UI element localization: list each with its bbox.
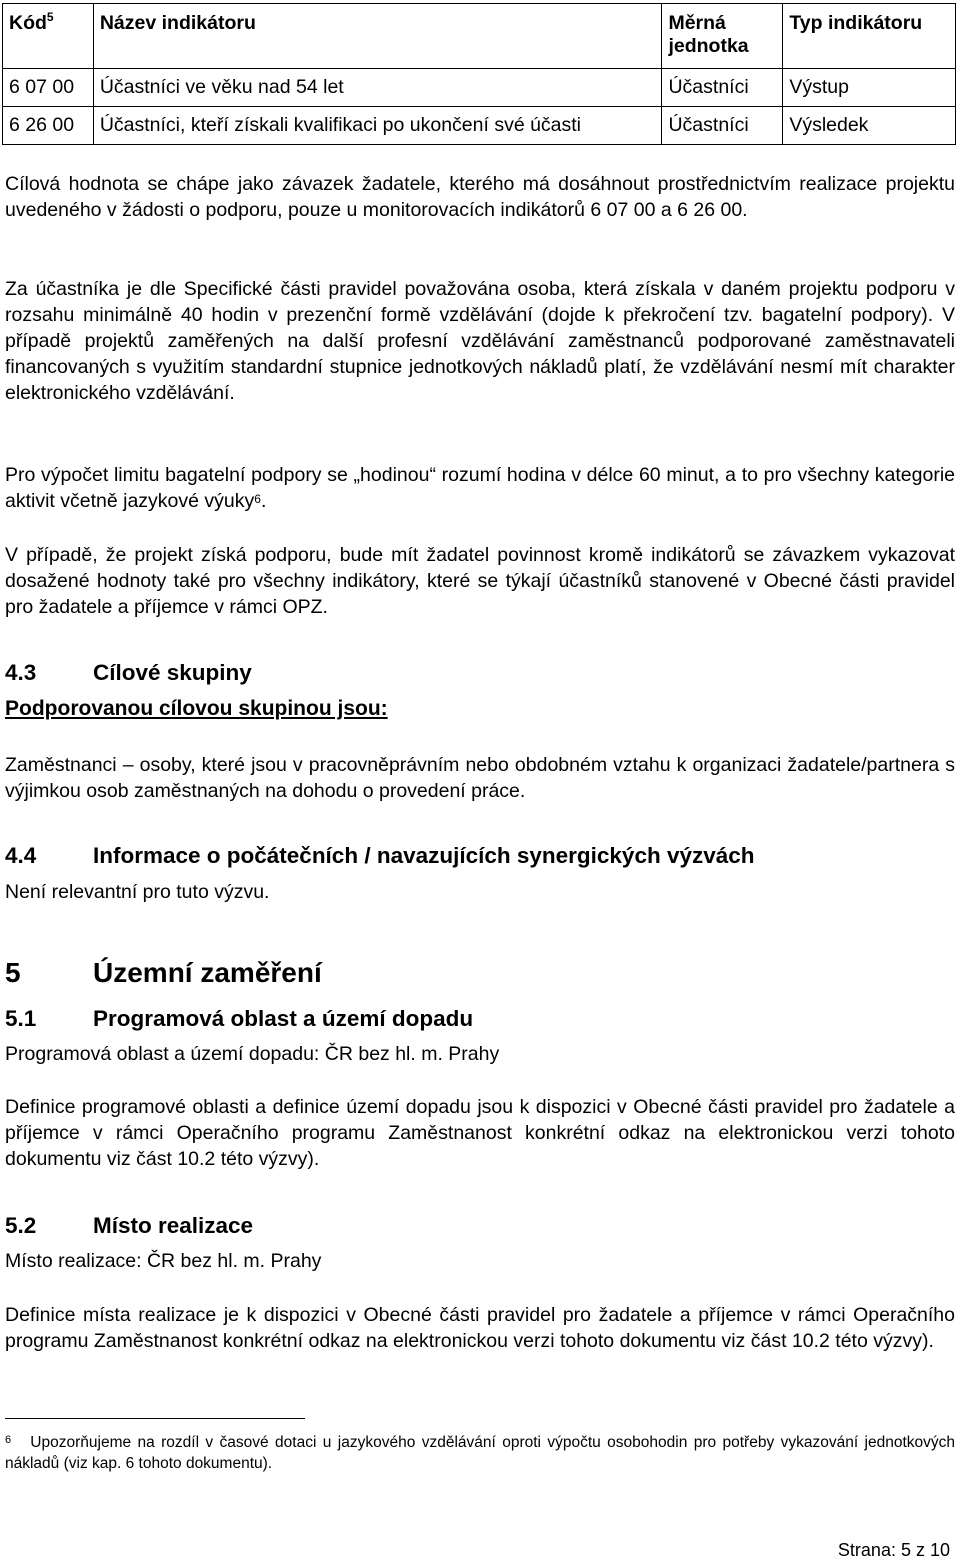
table-row xyxy=(3,69,956,107)
header-kod: Kód$^5$ xyxy=(3,4,94,69)
table-row xyxy=(3,107,956,145)
target-group-subheading: Podporovanou cílovou skupinou jsou: xyxy=(5,697,388,720)
cell-merna: Účastníci xyxy=(662,69,783,107)
footnote-separator xyxy=(5,1418,305,1419)
header-merna: Měrná jednotka xyxy=(662,4,783,69)
cell-merna: Účastníci xyxy=(662,107,783,145)
page-number: Strana: 5 z 10 xyxy=(837,1540,950,1560)
indicator-table xyxy=(2,3,956,145)
section-heading-5-2: 5.2 Místo realizace xyxy=(5,1213,254,1238)
header-nazev: Název indikátoru xyxy=(93,4,662,69)
cell-nazev: Účastníci ve věku nad 54 let xyxy=(93,69,662,107)
footnote-ref[interactable]: 6 xyxy=(254,492,261,506)
cell-kod: 6 26 00 xyxy=(3,107,94,145)
cell-typ: Výstup xyxy=(783,69,956,107)
footnote: $^6$ Upozorňujeme na rozdíl v časové dotaci u jazykového vzdělávání oproti výpočtu osobohodin pro potřeby vykazování jednotkových nákladů (viz kap. 6 tohoto dokumentu). xyxy=(5,1434,955,1472)
paragraph-participant-definition: Za účastníka je dle Specifické části pravidel považována osoba, která získala v daném projektu podporu v rozsahu minimálně 40 hodin v prezenční formě vzdělávání (dojde k překročení tzv. bagatelní podpory). V případě projektů zaměřených na další profesní vzdělávání zaměstnanců podporované zaměstnavateli financovaných s využitím standardní stupnice jednotkových nákladů platí, že vzdělávání nesmí mít charakter elektronického vzdělávání. xyxy=(5,278,955,404)
section-heading-4-4: 4.4 Informace o počátečních / navazujících synergických výzvách xyxy=(5,843,755,868)
section-heading-5: 5 Územní zaměření xyxy=(5,957,322,988)
section-heading-4-3: 4.3 Cílové skupiny xyxy=(5,660,252,685)
paragraph-target-value: Cílová hodnota se chápe jako závazek žadatele, kterého má dosáhnout prostřednictvím realizace projektu uvedeného v žádosti o podporu, pouze u monitorovacích indikátorů 6 07 00 a 6 26 00. xyxy=(5,173,955,221)
section-heading-5-1: 5.1 Programová oblast a území dopadu xyxy=(5,1006,474,1031)
cell-kod: 6 07 00 xyxy=(3,69,94,107)
realization-place-text: Místo realizace: ČR bez hl. m. Prahy xyxy=(5,1250,322,1272)
header-typ: Typ indikátoru xyxy=(783,4,956,69)
target-group-text: Zaměstnanci – osoby, které jsou v pracovněprávním nebo obdobném vztahu k organizaci žadatele/partnera s výjimkou osob zaměstnaných na dohodu o provedení práce. xyxy=(5,754,955,802)
table-header-row xyxy=(3,4,956,69)
paragraph-hour-definition: Pro výpočet limitu bagatelní podpory se „hodinou“ rozumí hodina v délce 60 minut, a to pro všechny kategorie aktivit včetně jazykové výuky$^6$. xyxy=(5,464,955,512)
paragraph-reporting-obligation: V případě, že projekt získá podporu, bude mít žadatel povinnost kromě indikátorů se závazkem vykazovat dosažené hodnoty také pro všechny indikátory, které se týkají účastníků stanovené v Obecné části pravidel pro žadatele a příjemce v rámci OPZ. xyxy=(5,544,955,618)
cell-typ: Výsledek xyxy=(783,107,956,145)
synergy-text: Není relevantní pro tuto výzvu. xyxy=(5,881,270,903)
cell-nazev: Účastníci, kteří získali kvalifikaci po ukončení své účasti xyxy=(93,107,662,145)
program-area-definition: Definice programové oblasti a definice území dopadu jsou k dispozici v Obecné části pravidel pro žadatele a příjemce v rámci Operačního programu Zaměstnanost konkrétní odkaz na elektronickou verzi tohoto dokumentu viz část 10.2 této výzvy). xyxy=(5,1096,955,1170)
realization-place-definition: Definice místa realizace je k dispozici v Obecné části pravidel pro žadatele a příjemce v rámci Operačního programu Zaměstnanost konkrétní odkaz na elektronickou verzi tohoto dokumentu viz část 10.2 této výzvy). xyxy=(5,1304,955,1352)
program-area-text: Programová oblast a území dopadu: ČR bez hl. m. Prahy xyxy=(5,1043,500,1065)
